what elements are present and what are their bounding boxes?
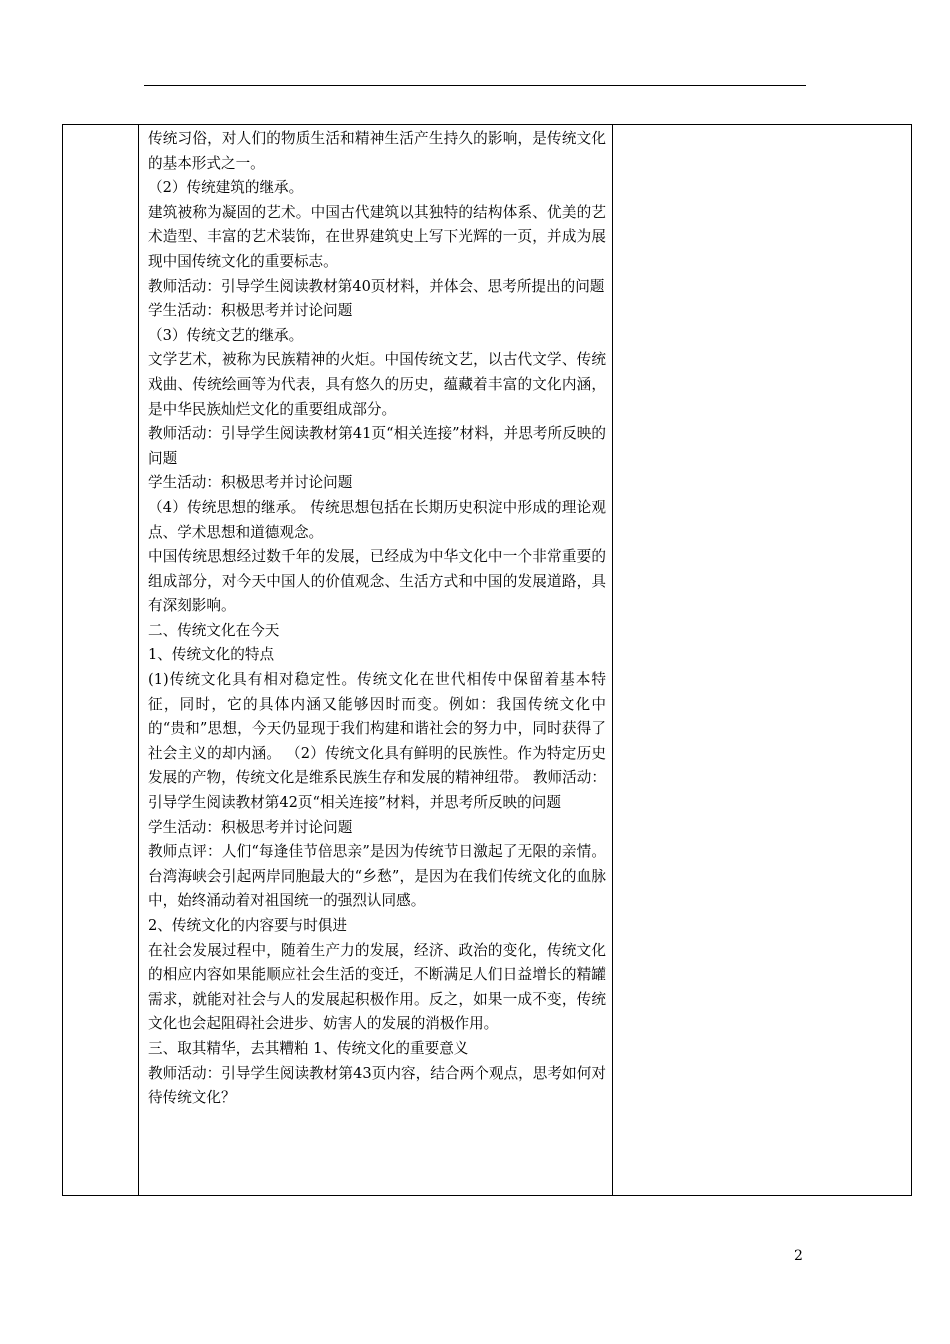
paragraph: 教师活动：引导学生阅读教材第43页内容，结合两个观点，思考如何对待传统文化？ <box>148 1064 606 1107</box>
paragraph: 中国传统思想经过数千年的发展，已经成为中华文化中一个非常重要的组成部分，对今天中国人的价值观念、生活方式和中国的发展道路，具有深刻影响。 <box>148 548 606 615</box>
paragraph: 教师活动：引导学生阅读教材第40页材料，并体会、思考所提出的问题 <box>148 277 605 295</box>
paragraph: 在社会发展过程中，随着生产力的发展，经济、政治的变化，传统文化的相应内容如果能顺应社会生活的变迁，不断满足人们日益增长的精罐需求，就能对社会与人的发展起积极作用。反之，如果一成不变，传统文化也会起阻碍社会进步、妨害人的发展的消极作用。 <box>148 941 606 1033</box>
paragraph: 文学艺术，被称为民族精神的火炬。中国传统文艺，以古代文学、传统戏曲、传统绘画等为代表，具有悠久的历史，蕴藏着丰富的文化内涵，是中华民族灿烂文化的重要组成部分。 <box>148 351 606 418</box>
paragraph: 学生活动：积极思考并讨论问题 <box>148 474 353 492</box>
lesson-plan-table <box>62 124 912 1196</box>
paragraph: (1)传统文化具有相对稳定性。传统文化在世代相传中保留着基本特征，同时，它的具体内涵又能够因时而变。例如：我国传统文化中的“贵和”思想，今天仍显现于我们构建和谐社会的努力中，同时获得了社会主义的却内涵。 （2）传统文化具有鲜明的民族性。作为特定历史发展的产物，传统文化是维系民族生存和发展的精神纽带。 教师活动：引导学生阅读教材第42页“相关连接”材料，并思考所反映的问题 <box>148 671 606 812</box>
paragraph: 三、取其精华，去其糟粕 1、传统文化的重要意义 <box>148 1039 469 1057</box>
content-body <box>139 125 612 1111</box>
paragraph: 二、传统文化在今天 <box>148 621 280 639</box>
paragraph: （2）传统建筑的继承。 <box>148 179 304 197</box>
paragraph: （4）传统思想的继承。 传统思想包括在长期历史积淀中形成的理论观点、学术思想和道德观念。 <box>148 498 606 541</box>
paragraph: 学生活动：积极思考并讨论问题 <box>148 818 353 836</box>
left-column-cell <box>63 125 139 1196</box>
content-cell <box>139 125 613 1196</box>
paragraph: 教师活动：引导学生阅读教材第41页“相关连接”材料，并思考所反映的问题 <box>148 425 606 467</box>
paragraph: 传统习俗，对人们的物质生活和精神生活产生持久的影响，是传统文化的基本形式之一。 <box>148 130 606 172</box>
paragraph: 教师点评：人们“每逢佳节倍思亲”是因为传统节日激起了无限的亲情。台湾海峡会引起两岸同胞最大的“乡愁”，是因为在我们传统文化的血脉中，始终涌动着对祖国统一的强烈认同感。 <box>148 843 606 910</box>
paragraph: 1、传统文化的特点 <box>148 646 275 664</box>
right-column-cell <box>613 125 912 1196</box>
paragraph: 2、传统文化的内容要与时俱进 <box>148 917 348 934</box>
page-number: 2 <box>794 1248 803 1264</box>
paragraph: 建筑被称为凝固的艺术。中国古代建筑以其独特的结构体系、优美的艺术造型、丰富的艺术装饰，在世界建筑史上写下光辉的一页，并成为展现中国传统文化的重要标志。 <box>148 203 606 270</box>
table-row <box>63 125 912 1196</box>
paragraph: （3）传统文艺的继承。 <box>148 326 304 344</box>
paragraph: 学生活动：积极思考并讨论问题 <box>148 302 353 320</box>
header-rule <box>144 85 806 86</box>
